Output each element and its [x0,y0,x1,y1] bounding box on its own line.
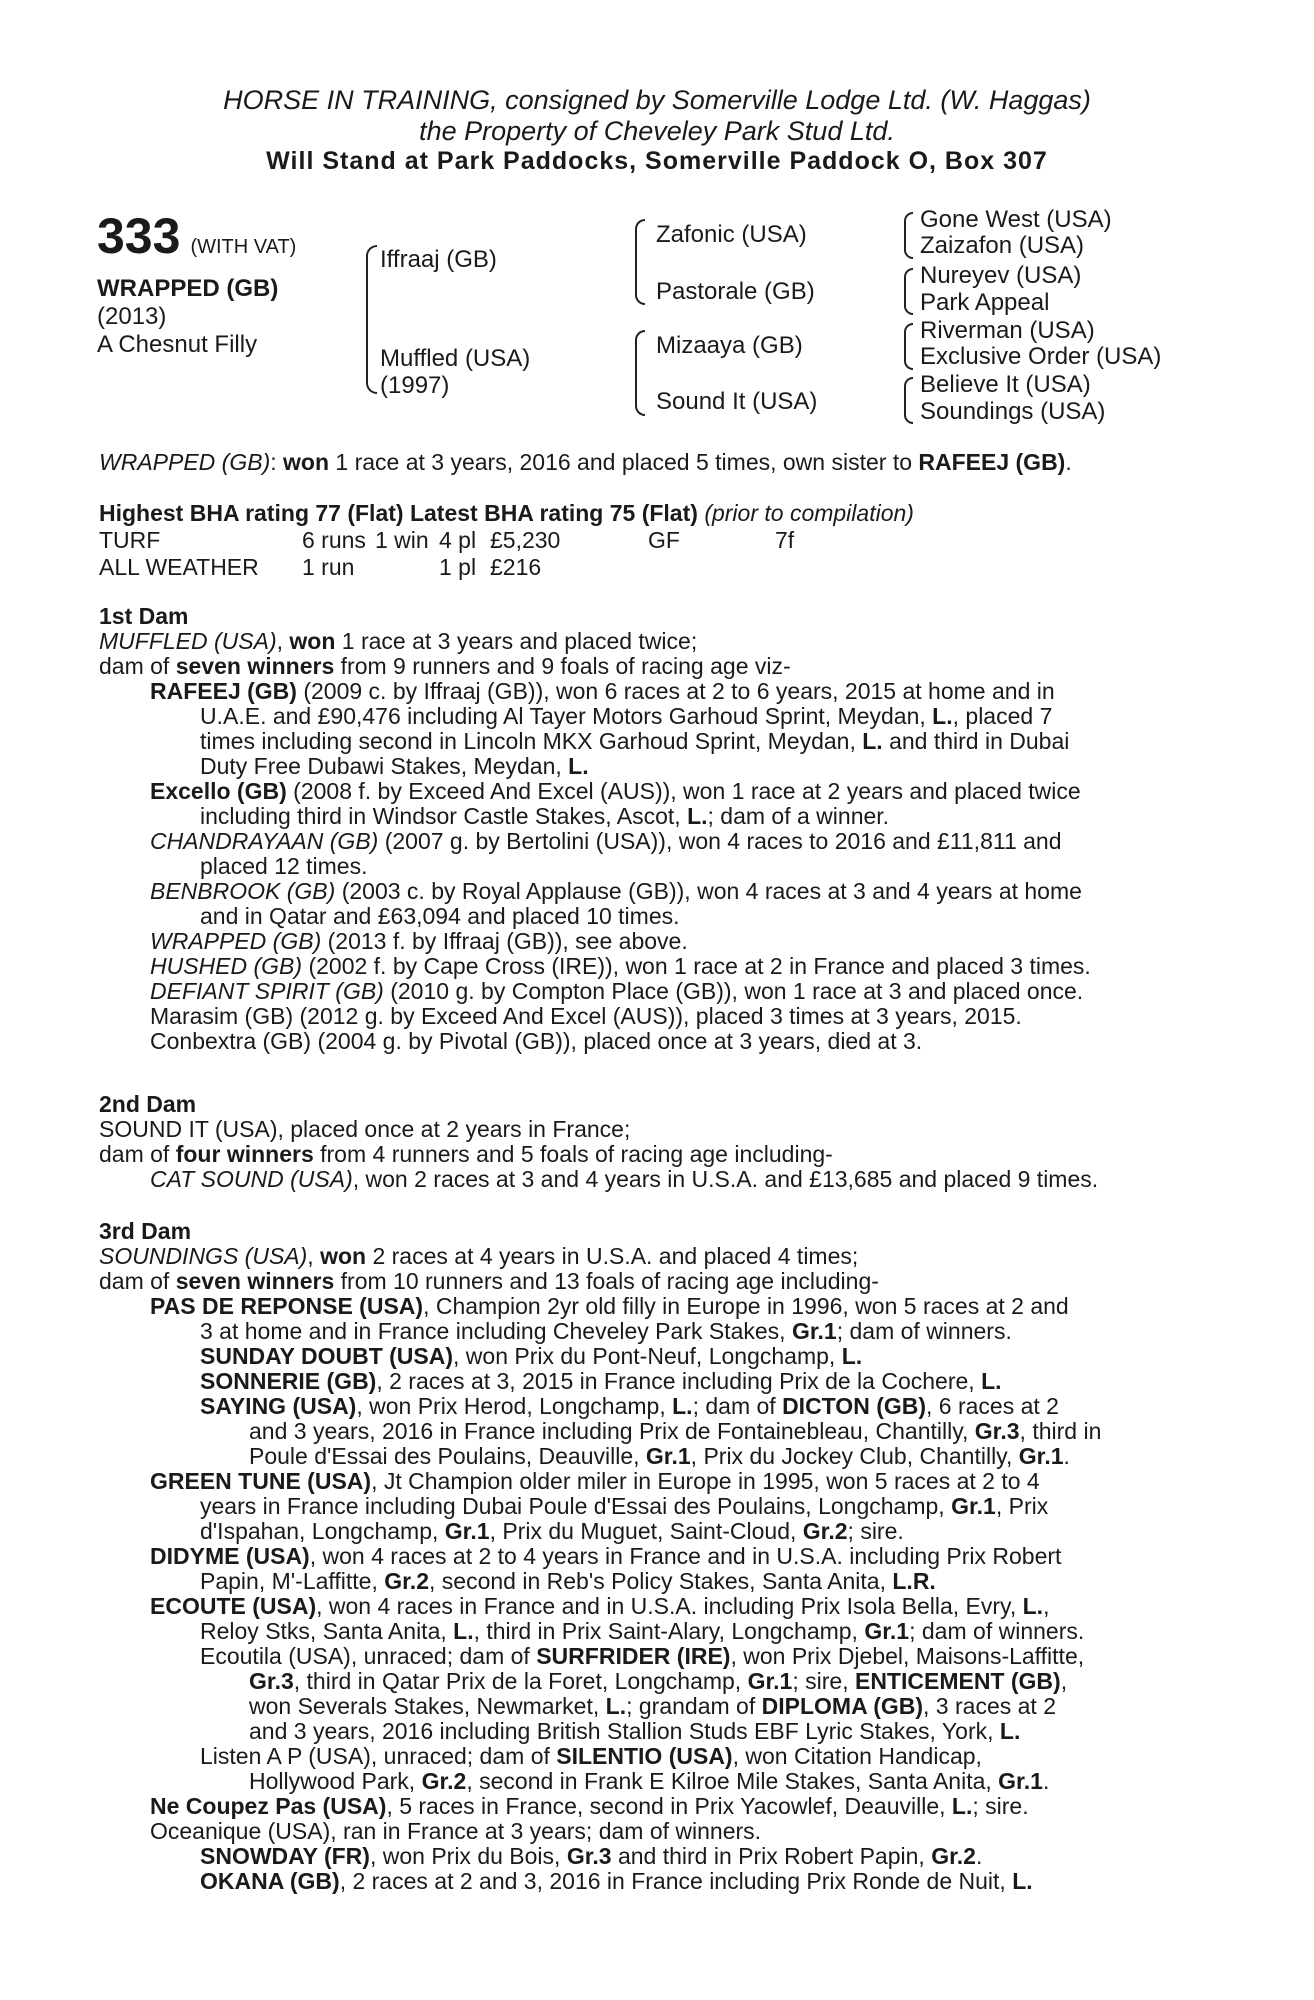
list-item [99,978,1199,1003]
text-fragment: and 3 years, 2016 in France including Prix de Fontainebleau, Chantilly, [249,1418,975,1444]
consignor-line: HORSE IN TRAINING, consigned by Somerville Lodge Ltd. (W. Haggas) [223,85,1091,115]
text-fragment: SUNDAY DOUBT (USA) [200,1343,454,1369]
text-fragment: Papin, M'-Laffitte, [200,1568,385,1594]
ggp-5: Riverman (USA) [920,317,1095,344]
text-fragment: L. [932,703,953,729]
section-title: 1st Dam [99,603,189,629]
record-places: 4 pl [439,527,477,553]
text-fragment: seven winners [175,653,335,679]
location-line: Will Stand at Park Paddocks, Somerville Paddock O, Box 307 [266,147,1048,175]
text-fragment: Duty Free Dubawi Stakes, Meydan, [200,753,569,779]
text-fragment: , won 2 races at 3 and 4 years in U.S.A. and £13,685 and placed 9 times. [352,1166,1099,1192]
text-fragment: Reloy Stks, Santa Anita, [200,1618,454,1644]
text-line [99,1568,1199,1593]
text-fragment: , won Prix du Pont-Neuf, Longchamp, [453,1343,842,1369]
record-going: GF [648,527,680,553]
ggp-7: Believe It (USA) [920,371,1091,398]
text-fragment: L. [1012,1868,1033,1894]
text-fragment: . [975,1843,983,1869]
record-going [648,554,775,581]
text-fragment: from 4 runners and 5 foals of racing age including- [313,1141,833,1167]
text-fragment: DICTON (GB) [782,1393,927,1419]
text-line [99,728,1199,753]
text-fragment: Gr.1 [951,1493,996,1519]
list-item [99,1543,1199,1568]
text-fragment: Excello (GB) [150,778,287,804]
text-fragment: SURFRIDER (IRE) [536,1643,731,1669]
text-line [99,1668,1199,1693]
pedigree-sire: Iffraaj (GB) [380,246,497,273]
text-fragment: , won Citation Handicap, [732,1743,982,1769]
pedigree-grandsire-1: Zafonic (USA) [656,221,807,248]
text-fragment: SNOWDAY (FR) [200,1843,370,1869]
text-fragment: SOUNDINGS (USA) [99,1243,308,1269]
ggp-4: Park Appeal [920,289,1050,316]
text-fragment: and third in Prix Robert Papin, [611,1843,932,1869]
ggp-brace-4 [904,377,913,424]
text-line [99,1518,1199,1543]
text-fragment: , won Prix Herod, Longchamp, [356,1393,673,1419]
record-earnings: £216 [490,553,542,580]
text-fragment: 1 race at 3 years and placed twice; [335,628,698,654]
text-fragment: including third in Windsor Castle Stakes, Ascot, [200,803,688,829]
text-fragment: (2002 f. by Cape Cross (IRE)), won 1 race at 2 in France and placed 3 times. [302,953,1091,979]
summary-won: won [283,449,330,475]
text-line [99,1693,1199,1718]
text-fragment: ; dam of [692,1393,783,1419]
text-fragment: , 3 races at 2 [923,1693,1056,1719]
text-fragment: ; sire. [972,1793,1029,1819]
text-fragment: , Jt Champion older miler in Europe in 1995, won 5 races at 2 to 4 [371,1468,1040,1494]
text-fragment: years in France including Dubai Poule d'Essai des Poulains, Longchamp, [200,1493,952,1519]
record-wins: 1 win [375,527,429,553]
text-line [99,803,1199,828]
text-fragment: L.R. [892,1568,936,1594]
summary-horse: WRAPPED (GB) [99,449,271,475]
text-fragment: L. [453,1618,474,1644]
text-fragment: 3 at home and in France including Cheveley Park Stakes, [200,1318,792,1344]
text-fragment: , third in Qatar Prix de la Foret, Longchamp, [293,1668,748,1694]
text-fragment: Gr.1 [747,1668,793,1694]
text-line: SOUND IT (USA), placed once at 2 years in France; [99,1116,631,1142]
third-dam-section [99,1218,1199,1893]
text-fragment: ; grandam of [626,1693,762,1719]
text-fragment: (2003 c. by Royal Applause (GB)), won 4 races at 3 and 4 years at home [335,878,1082,904]
text-fragment: SONNERIE (GB) [200,1368,377,1394]
text-fragment: CAT SOUND (USA) [150,1166,353,1192]
text-line [99,1868,1199,1893]
bha-rating [99,500,914,527]
text-fragment: , Champion 2yr old filly in Europe in 1996, won 5 races at 2 and [423,1293,1069,1319]
text-fragment: Poule d'Essai des Poulains, Deauville, [249,1443,646,1469]
text-fragment: and third in Dubai [882,728,1070,754]
text-fragment: ; dam of a winner. [707,803,890,829]
text-line [99,1443,1199,1468]
list-item: Conbextra (GB) (2004 g. by Pivotal (GB)), placed once at 3 years, died at 3. [150,1028,923,1054]
list-item [99,928,1199,953]
text-fragment: , [1060,1668,1068,1694]
text-fragment: Gr.3 [566,1843,612,1869]
text-fragment: Gr.1 [444,1518,490,1544]
list-item: Marasim (GB) (2012 g. by Exceed And Excel (AUS)), placed 3 times at 3 years, 2015. [150,1003,1022,1029]
bha-rating-note: (prior to compilation) [704,500,914,526]
text-fragment: L. [841,1343,863,1369]
text-line [99,1393,1199,1418]
text-fragment: L. [951,1793,973,1819]
pedigree-dam: Muffled (USA) [380,345,531,372]
horse-name: WRAPPED (GB) [97,275,279,302]
race-record-row [99,554,794,581]
ggp-2: Zaizafon (USA) [920,232,1085,259]
text-fragment: won [289,628,336,654]
text-line [99,628,1199,653]
record-runs: 1 run [302,553,355,580]
text-fragment: GREEN TUNE (USA) [150,1468,372,1494]
record-wins [375,554,439,581]
text-fragment: L. [981,1368,1002,1394]
record-earnings: £5,230 [490,527,561,553]
summary-text: 1 race at 3 years, 2016 and placed 5 times, own sister to [329,449,919,475]
pedigree-dam-year: (1997) [380,372,450,399]
text-line [99,1368,1199,1393]
text-fragment: OKANA (GB) [200,1868,340,1894]
text-fragment: , second in Frank E Kilroe Mile Stakes, Santa Anita, [466,1768,999,1794]
text-fragment: . [1042,1768,1050,1794]
text-fragment: (2013 f. by Iffraaj (GB)), see above. [321,928,688,954]
list-item [99,678,1199,703]
list-item [99,1166,1199,1191]
ggp-brace-3 [904,323,913,370]
text-fragment: HUSHED (GB) [150,953,303,979]
text-fragment: , [276,628,290,654]
text-fragment: , placed 7 [952,703,1053,729]
text-fragment: L. [568,753,589,779]
list-item [99,1468,1199,1493]
ggp-8: Soundings (USA) [920,398,1106,425]
list-item [99,953,1199,978]
text-line [99,1243,1199,1268]
text-fragment: (2009 c. by Iffraaj (GB)), won 6 races at 2 to 6 years, 2015 at home and in [296,678,1055,704]
text-fragment: ; sire, [792,1668,855,1694]
text-fragment: (2007 g. by Bertolini (USA)), won 4 races to 2016 and £11,811 and [378,828,1062,854]
text-line [99,753,1199,778]
text-line [99,1643,1199,1668]
text-fragment: Ne Coupez Pas (USA) [150,1793,387,1819]
text-line [99,1141,1199,1166]
text-line [99,1718,1199,1743]
text-fragment: RAFEEJ (GB) [150,678,297,704]
text-fragment: , second in Reb's Policy Stakes, Santa Anita, [429,1568,893,1594]
foaling-year: (2013) [97,302,167,330]
text-fragment: , won 4 races at 2 to 4 years in France and in U.S.A. including Prix Robert [309,1543,1062,1569]
summary-end: . [1065,449,1072,475]
text-fragment: DEFIANT SPIRIT (GB) [150,978,384,1004]
text-fragment: SILENTIO (USA) [556,1743,733,1769]
ggp-6: Exclusive Order (USA) [920,343,1162,370]
lot-block [97,207,296,358]
race-summary [99,449,1072,476]
lot-vat: (WITH VAT) [190,236,297,258]
record-distance [775,554,794,581]
text-fragment: seven winners [175,1268,335,1294]
text-line [99,1268,1199,1293]
text-line [99,1318,1199,1343]
text-fragment: , third in [1019,1418,1102,1444]
text-fragment: MUFFLED (USA) [99,628,277,654]
text-fragment: , Prix [995,1493,1049,1519]
text-fragment: WRAPPED (GB) [150,928,322,954]
text-fragment: Listen A P (USA), unraced; dam of [200,1743,557,1769]
ggp-3: Nureyev (USA) [920,262,1082,289]
text-fragment: Gr.2 [802,1518,848,1544]
section-title: 2nd Dam [99,1091,197,1117]
text-line [99,1418,1199,1443]
text-fragment: won Severals Stakes, Newmarket, [249,1693,606,1719]
text-fragment: , 6 races at 2 [926,1393,1059,1419]
text-fragment: Gr.1 [1018,1443,1064,1469]
text-fragment: L. [999,1718,1021,1744]
list-item [99,878,1199,903]
text-fragment: , third in Prix Saint-Alary, Longchamp, [473,1618,865,1644]
text-fragment: , Prix du Jockey Club, Chantilly, [690,1443,1019,1469]
text-line: placed 12 times. [200,853,368,879]
text-fragment: L. [605,1693,627,1719]
text-fragment: BENBROOK (GB) [150,878,336,904]
record-distance: 7f [775,527,795,553]
sire-line-brace [635,219,645,305]
ggp-brace-1 [904,212,913,259]
text-fragment: . [1063,1443,1070,1469]
property-line: the Property of Cheveley Park Stud Ltd. [419,116,895,146]
text-fragment: L. [687,803,708,829]
text-line [99,703,1199,728]
record-surface: TURF [99,527,161,553]
text-fragment: PAS DE REPONSE (USA) [150,1293,424,1319]
record-surface: ALL WEATHER [99,553,259,580]
text-fragment: DIDYME (USA) [150,1543,310,1569]
text-fragment: Gr.1 [998,1768,1043,1794]
text-line [99,1493,1199,1518]
text-fragment: and 3 years, 2016 including British Stallion Studs EBF Lyric Stakes, York, [249,1718,1000,1744]
text-line [99,1768,1199,1793]
text-fragment: Gr.1 [645,1443,691,1469]
summary-sister: RAFEEJ (GB) [918,449,1066,475]
horse-description: A Chesnut Filly [97,330,258,358]
first-dam-section [99,603,1199,1053]
text-fragment: times including second in Lincoln MKX Garhoud Sprint, Meydan, [200,728,863,754]
race-record-table [99,527,794,580]
text-fragment: from 10 runners and 13 foals of racing age including- [334,1268,879,1294]
text-line: and in Qatar and £63,094 and placed 10 times. [200,903,680,929]
text-fragment: Gr.3 [249,1668,294,1694]
text-fragment: d'Ispahan, Longchamp, [200,1518,445,1544]
text-fragment: Gr.1 [791,1318,837,1344]
text-fragment: , [1043,1593,1050,1619]
race-record-row [99,527,794,554]
ggp-brace-2 [904,268,913,315]
list-item [99,828,1199,853]
bha-rating-text: Highest BHA rating 77 (Flat) Latest BHA rating 75 (Flat) [99,500,698,526]
ggp-1: Gone West (USA) [920,206,1112,233]
text-fragment: Gr.2 [384,1568,429,1594]
text-fragment: Gr.1 [864,1618,910,1644]
text-fragment: DIPLOMA (GB) [761,1693,924,1719]
list-item [99,778,1199,803]
text-line [99,653,1199,678]
text-fragment: Gr.2 [931,1843,976,1869]
text-fragment: , won Prix du Bois, [369,1843,567,1869]
text-fragment: Gr.3 [974,1418,1020,1444]
record-runs: 6 runs [302,527,366,553]
text-fragment: , won Prix Djebel, Maisons-Laffitte, [730,1643,1085,1669]
text-fragment: ECOUTE (USA) [150,1593,317,1619]
text-fragment: four winners [175,1141,314,1167]
second-dam-section [99,1091,1199,1191]
sire-dam-brace [366,245,377,394]
text-fragment: dam of [99,1268,176,1294]
text-fragment: , 2 races at 2 and 3, 2016 in France including Prix Ronde de Nuit, [339,1868,1013,1894]
list-item: Oceanique (USA), ran in France at 3 years; dam of winners. [150,1818,762,1844]
text-fragment: , 5 races in France, second in Prix Yacowlef, Deauville, [386,1793,952,1819]
text-fragment: CHANDRAYAAN (GB) [150,828,379,854]
text-fragment: from 9 runners and 9 foals of racing age viz- [334,653,791,679]
pedigree-granddam-1: Pastorale (GB) [656,278,815,305]
text-fragment: L. [672,1393,693,1419]
text-fragment: , [307,1243,321,1269]
text-fragment: Ecoutila (USA), unraced; dam of [200,1643,537,1669]
list-item [99,1793,1199,1818]
text-fragment: , won 4 races in France and in U.S.A. including Prix Isola Bella, Evry, [316,1593,1023,1619]
section-title: 3rd Dam [99,1218,192,1244]
text-line [99,1743,1199,1768]
pedigree-granddam-2: Sound It (USA) [656,388,818,415]
text-fragment: ; sire. [847,1518,904,1544]
text-fragment: Hollywood Park, [249,1768,422,1794]
text-fragment: Gr.2 [421,1768,467,1794]
text-fragment: L. [862,728,883,754]
text-fragment: ENTICEMENT (GB) [854,1668,1061,1694]
lot-number: 333 [97,208,181,264]
summary-sep: : [270,449,284,475]
text-line [99,1618,1199,1643]
pedigree-grandsire-2: Mizaaya (GB) [656,332,803,359]
text-fragment: won [320,1243,367,1269]
record-places: 1 pl [439,553,477,580]
text-fragment: L. [1022,1593,1044,1619]
text-fragment: U.A.E. and £90,476 including Al Tayer Motors Garhoud Sprint, Meydan, [200,703,933,729]
text-line [99,1843,1199,1868]
text-fragment: , Prix du Muguet, Saint-Cloud, [489,1518,803,1544]
text-fragment: ; dam of winners. [909,1618,1085,1644]
list-item [99,1593,1199,1618]
text-fragment: 2 races at 4 years in U.S.A. and placed 4 times; [366,1243,859,1269]
text-fragment: , 2 races at 3, 2015 in France including Prix de la Cochere, [376,1368,982,1394]
text-line [99,1343,1199,1368]
dam-line-brace [635,330,645,416]
text-fragment: dam of [99,653,176,679]
list-item [99,1293,1199,1318]
text-fragment: ; dam of winners. [836,1318,1012,1344]
text-fragment: (2010 g. by Compton Place (GB)), won 1 race at 3 and placed once. [383,978,1084,1004]
text-fragment: (2008 f. by Exceed And Excel (AUS)), won 1 race at 2 years and placed twice [286,778,1081,804]
text-fragment: dam of [99,1141,176,1167]
text-fragment: SAYING (USA) [200,1393,357,1419]
